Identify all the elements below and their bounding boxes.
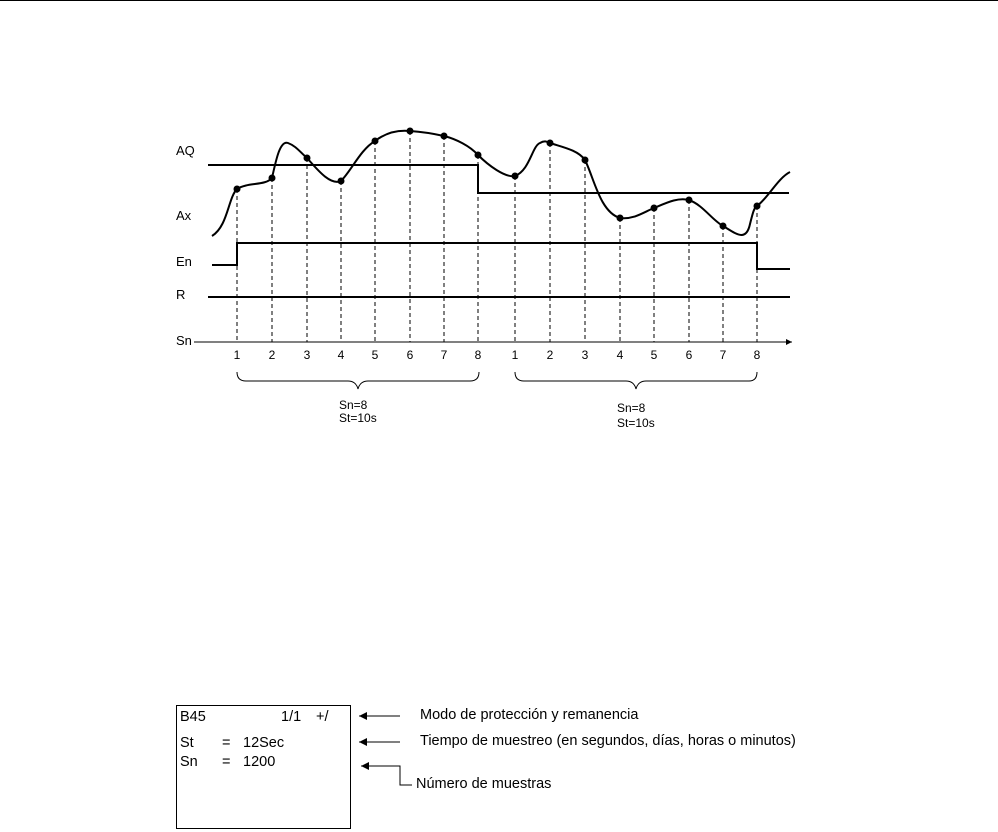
tick-labels <box>234 348 761 362</box>
group-brace-1 <box>237 372 479 389</box>
sample-guides <box>237 131 757 342</box>
tick-label: 4 <box>337 348 345 362</box>
group-2-st: St=10s <box>617 416 655 430</box>
ax-label: Ax <box>176 208 192 223</box>
st-equals: = <box>222 735 231 751</box>
samples-annotation: Número de muestras <box>416 776 552 792</box>
tick-label: 5 <box>650 348 658 362</box>
tick-label: 3 <box>303 348 311 362</box>
tick-label: 6 <box>685 348 693 362</box>
tick-label: 4 <box>616 348 624 362</box>
tick-label: 1 <box>233 348 241 362</box>
tick-label: 6 <box>406 348 414 362</box>
group-1-st: St=10s <box>339 411 377 425</box>
tick-label: 7 <box>719 348 727 362</box>
group-brace-2 <box>515 372 757 389</box>
tick-label: 5 <box>371 348 379 362</box>
tick-label: 1 <box>511 348 519 362</box>
sample-points <box>234 128 761 230</box>
sample-time-annotation: Tiempo de muestreo (en segundos, días, horas o minutos) <box>420 733 796 749</box>
en-signal <box>212 243 790 269</box>
protection-indicator: +/ <box>316 709 329 725</box>
sn-label: Sn <box>176 333 192 348</box>
tick-label: 8 <box>474 348 482 362</box>
st-label: St <box>180 735 194 751</box>
page-indicator: 1/1 <box>281 709 302 725</box>
en-label: En <box>176 254 192 269</box>
parameter-display <box>176 705 351 829</box>
st-value: 12Sec <box>243 735 285 751</box>
group-2-sn: Sn=8 <box>617 401 646 415</box>
group-1-sn: Sn=8 <box>339 398 368 412</box>
tick-label: 2 <box>546 348 554 362</box>
tick-label: 7 <box>440 348 448 362</box>
ax-signal <box>212 131 790 236</box>
sn-equals: = <box>222 754 231 770</box>
tick-label: 8 <box>753 348 761 362</box>
sn-param-label: Sn <box>180 754 198 770</box>
sn-value: 1200 <box>243 754 276 770</box>
tick-label: 2 <box>268 348 276 362</box>
block-number: B45 <box>180 709 206 725</box>
r-label: R <box>176 287 186 302</box>
aq-signal <box>208 165 789 193</box>
aq-label: AQ <box>176 143 195 158</box>
tick-label: 3 <box>581 348 589 362</box>
samples-arrow <box>361 766 412 785</box>
protection-annotation: Modo de protección y remanencia <box>420 707 639 723</box>
